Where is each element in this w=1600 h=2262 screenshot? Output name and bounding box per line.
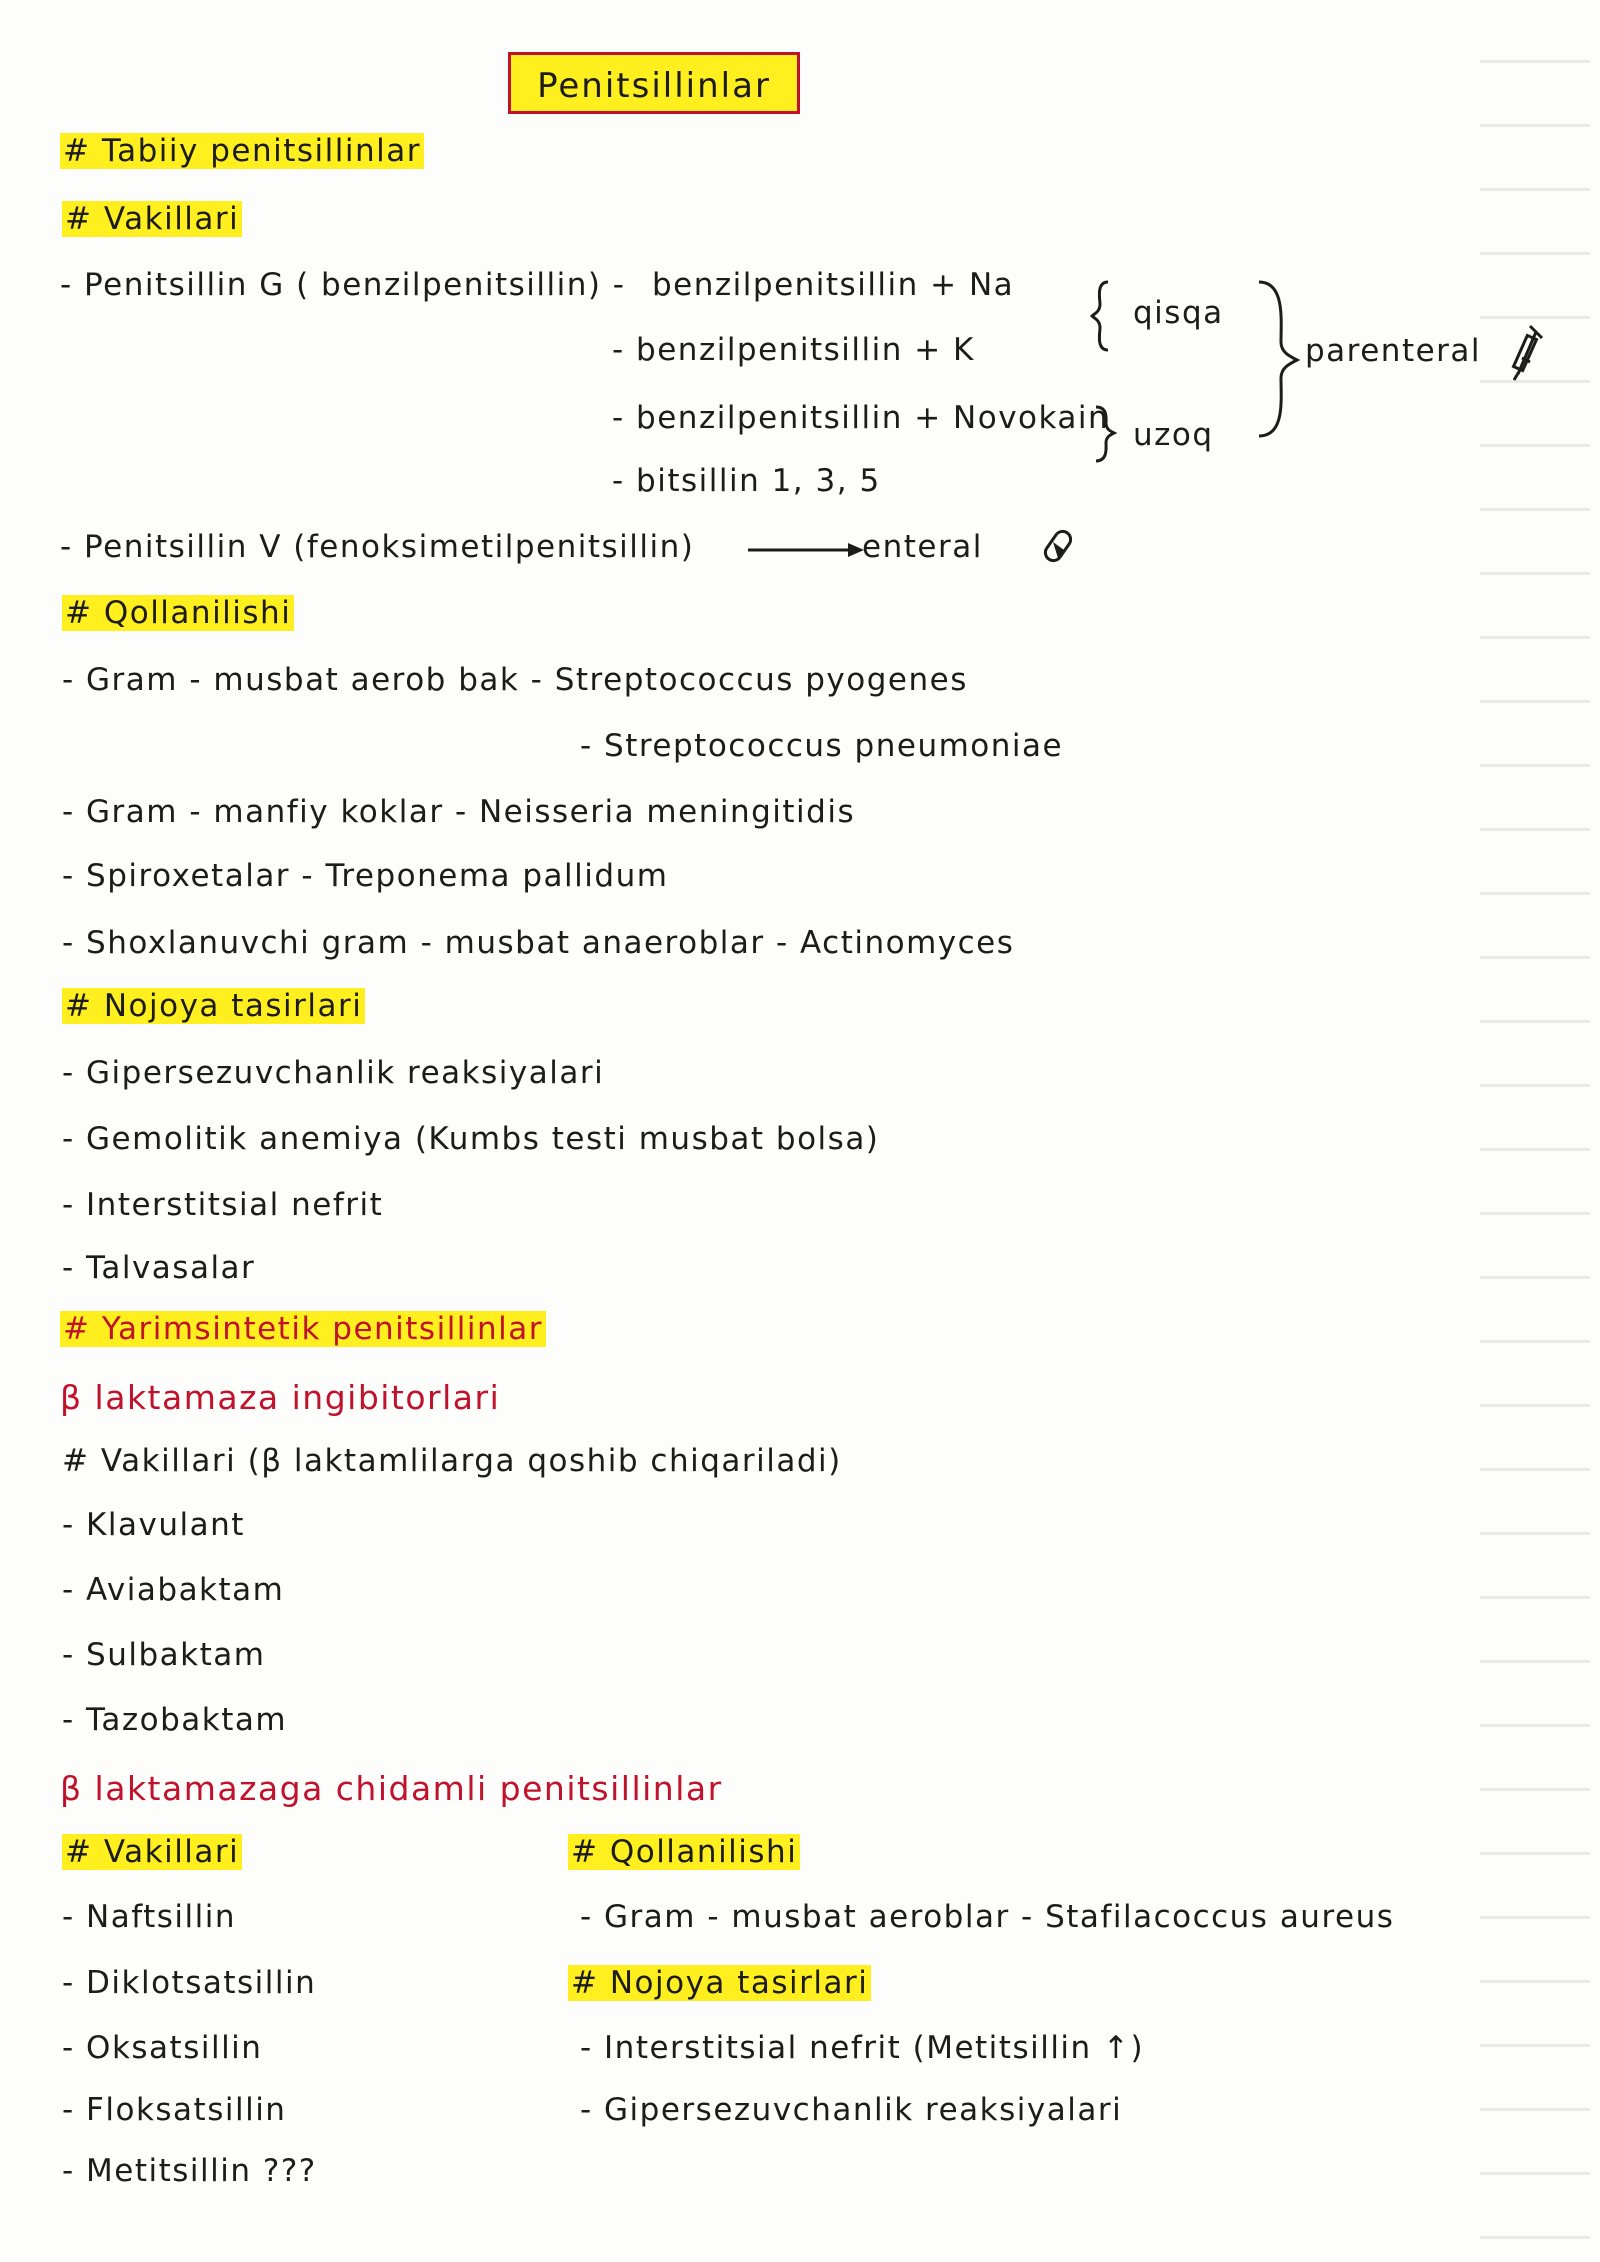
form-item: - bitsillin 1, 3, 5 — [612, 463, 881, 499]
resistant-item: - Metitsillin ??? — [62, 2153, 317, 2189]
side-effect-item: - Gipersezuvchanlik reaksiyalari — [62, 1055, 605, 1091]
resistant-representatives-heading: # Vakillari — [62, 1837, 242, 1868]
inhibitor-item: - Tazobaktam — [62, 1702, 288, 1738]
inhibitors-heading: β laktamaza ingibitorlari — [60, 1378, 501, 1417]
bleed-through-texture — [1480, 60, 1590, 2240]
side-effect-item: - Gemolitik anemiya (Kumbs testi musbat bolsa) — [62, 1121, 880, 1157]
form-item: - benzilpenitsillin + K — [612, 332, 975, 368]
form-item: - benzilpenitsillin + Novokain — [612, 400, 1110, 436]
side-effects-heading: # Nojoya tasirlari — [62, 991, 365, 1022]
penicillin-v: - Penitsillin V (fenoksimetilpenitsillin) — [60, 529, 695, 565]
resistant-item: - Oksatsillin — [62, 2030, 263, 2066]
short-label: qisqa — [1133, 295, 1224, 331]
arrow-right-icon — [748, 540, 868, 560]
inhibitor-item: - Sulbaktam — [62, 1637, 266, 1673]
page-title: Penitsillinlar — [508, 52, 800, 114]
pill-icon — [1044, 528, 1078, 562]
use-item: - Gram - musbat aerob bak - Streptococcus pyogenes — [62, 662, 968, 698]
brace-icon — [1090, 280, 1130, 360]
use-item: - Gram - manfiy koklar - Neisseria meningitidis — [62, 794, 856, 830]
resistant-heading: β laktamazaga chidamli penitsillinlar — [60, 1769, 723, 1808]
resistant-side-item: - Gipersezuvchanlik reaksiyalari — [580, 2092, 1123, 2128]
parenteral-label: parenteral — [1305, 333, 1482, 369]
enteral-label: enteral — [862, 529, 983, 565]
penicillin-g: - Penitsillin G ( benzilpenitsillin) - — [60, 267, 626, 303]
inhibitor-item: - Aviabaktam — [62, 1572, 285, 1608]
side-effect-item: - Interstitsial nefrit — [62, 1187, 384, 1223]
brace-icon — [1090, 405, 1130, 465]
resistant-side-item: - Interstitsial nefrit (Metitsillin ↑) — [580, 2030, 1145, 2066]
side-effect-item: - Talvasalar — [62, 1250, 256, 1286]
inhibitors-representatives: # Vakillari (β laktamlilarga qoshib chiqariladi) — [62, 1443, 842, 1479]
form-item: benzilpenitsillin + Na — [652, 267, 1015, 303]
resistant-item: - Naftsillin — [62, 1899, 236, 1935]
natural-heading: # Tabiiy penitsillinlar — [60, 136, 424, 167]
use-item: - Shoxlanuvchi gram - musbat anaeroblar - Actinomyces — [62, 925, 1015, 961]
brace-icon — [1255, 280, 1301, 440]
use-item: - Streptococcus pneumoniae — [580, 728, 1064, 764]
semi-heading: # Yarimsintetik penitsillinlar — [60, 1314, 546, 1345]
use-heading: # Qollanilishi — [62, 598, 294, 629]
resistant-side-heading: # Nojoya tasirlari — [568, 1968, 871, 1999]
long-label: uzoq — [1133, 417, 1214, 453]
resistant-item: - Floksatsillin — [62, 2092, 287, 2128]
inhibitor-item: - Klavulant — [62, 1507, 245, 1543]
resistant-use-heading: # Qollanilishi — [568, 1837, 800, 1868]
natural-representatives-heading: # Vakillari — [62, 204, 242, 235]
resistant-use-item: - Gram - musbat aeroblar - Stafilacoccus aureus — [580, 1899, 1395, 1935]
use-item: - Spiroxetalar - Treponema pallidum — [62, 858, 669, 894]
resistant-item: - Diklotsatsillin — [62, 1965, 317, 2001]
syringe-icon — [1508, 318, 1548, 384]
